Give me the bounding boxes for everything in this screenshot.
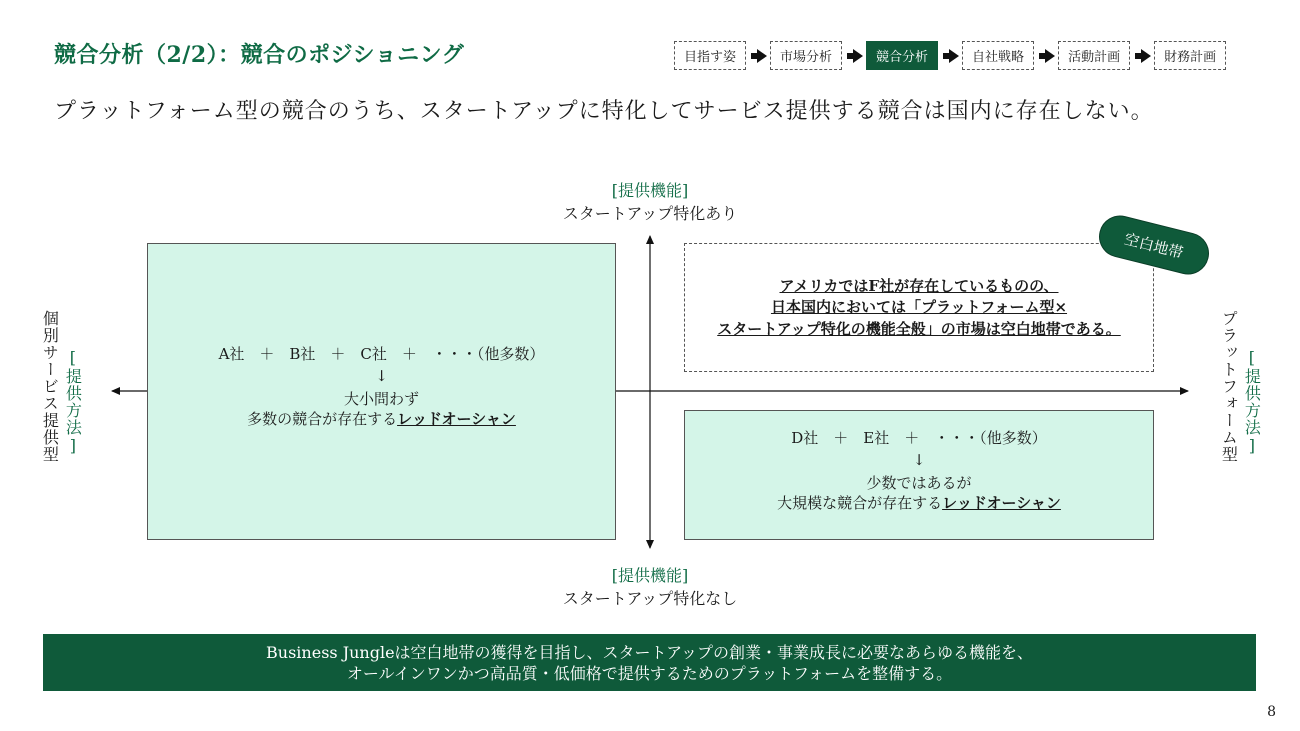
conclusion-banner — [43, 634, 1256, 691]
axis-right-label: プラットフォーム型 — [1219, 310, 1239, 463]
quadrant-left-line2 — [148, 409, 615, 429]
page-number: 8 — [1267, 704, 1276, 720]
quadrant-white-space — [684, 243, 1154, 372]
axis-bottom — [500, 563, 800, 609]
axis-top-category: [提供機能] — [611, 181, 689, 200]
quadrant-right-companies: D社 ＋ E社 ＋ ・・・（他多数） — [791, 429, 1047, 447]
white-space-badge: 空白地帯 — [1095, 211, 1214, 279]
quadrant-left-line2-prefix: 多数の競合が存在する — [247, 409, 398, 428]
quadrant-right-line2 — [685, 493, 1153, 513]
quadrant-platform — [684, 410, 1154, 540]
white-space-line2: 日本国内においては「プラットフォーム型× — [770, 298, 1068, 317]
page-title: 競合分析（2/2）：競合のポジショニング — [54, 42, 465, 68]
banner-line1: Business Jungleは空白地帯の獲得を目指し、スタートアップの創業・事業成長に必要なあらゆる機能を、 — [266, 642, 1033, 662]
axis-left-category: [提供方法] — [63, 348, 83, 456]
axis-bottom-category: [提供機能] — [611, 566, 689, 585]
axis-bottom-label: スタートアップ特化なし — [562, 589, 738, 608]
white-space-line1: アメリカではF社が存在しているものの、 — [779, 277, 1059, 295]
axis-top-label: スタートアップ特化あり — [562, 204, 738, 223]
red-ocean-label: レッドオーシャン — [942, 493, 1061, 512]
banner-line2: オールインワンかつ高品質・低価格で提供するためのプラットフォームを整備する。 — [346, 663, 953, 683]
down-arrow-icon: ↓ — [912, 451, 926, 470]
white-space-line3: スタートアップ特化の機能全般」の市場は空白地帯である。 — [717, 319, 1121, 338]
step-financial-plan: 財務計画 — [1154, 41, 1226, 70]
step-competitor-analysis: 競合分析 — [866, 41, 938, 70]
red-ocean-label: レッドオーシャン — [397, 409, 516, 428]
step-strategy: 自社戦略 — [962, 41, 1034, 70]
step-goal: 目指す姿 — [674, 41, 746, 70]
step-market-analysis: 市場分析 — [770, 41, 842, 70]
down-arrow-icon: ↓ — [375, 367, 388, 386]
axis-top — [500, 178, 800, 224]
quadrant-left-line1: 大小問わず — [343, 389, 419, 408]
axis-left-label: 個別サービス提供型 — [40, 310, 60, 463]
quadrant-right-line1: 少数ではあるが — [866, 473, 972, 492]
quadrant-right-line2-prefix: 大規模な競合が存在する — [777, 493, 943, 512]
quadrant-individual-service — [147, 243, 616, 540]
axis-right-category: [提供方法] — [1242, 348, 1262, 456]
quadrant-left-companies: A社 ＋ B社 ＋ C社 ＋ ・・・（他多数） — [218, 345, 545, 363]
page-subtitle: プラットフォーム型の競合のうち、スタートアップに特化してサービス提供する競合は国内に存在しない。 — [54, 99, 1154, 124]
step-activity-plan: 活動計画 — [1058, 41, 1130, 70]
